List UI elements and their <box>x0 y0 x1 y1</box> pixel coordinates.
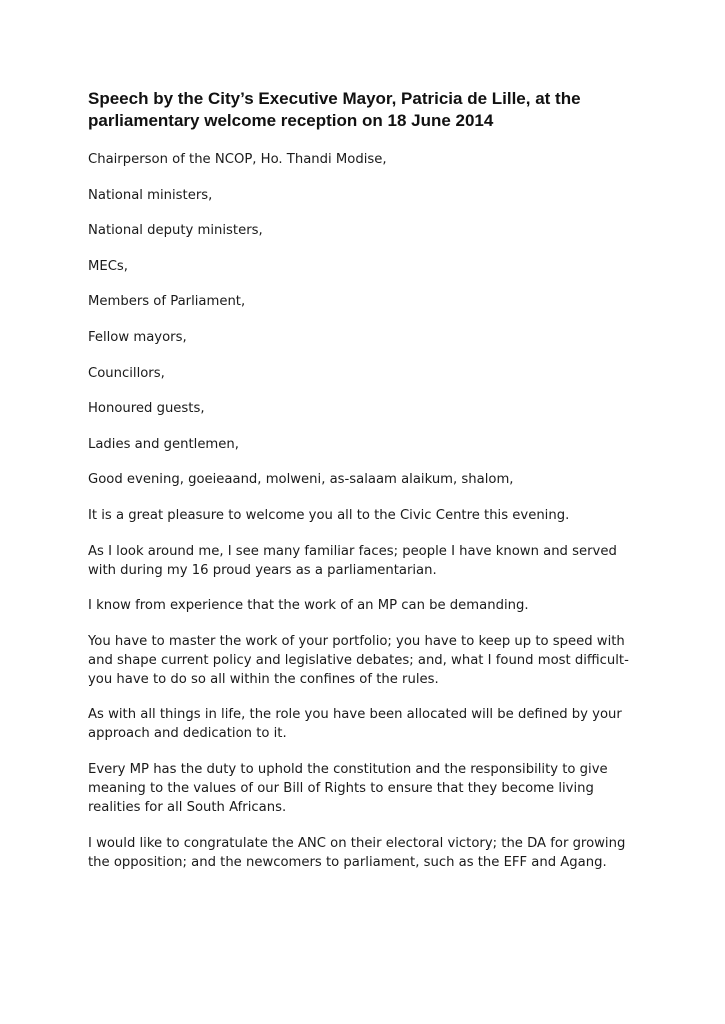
paragraph-greeting: Good evening, goeieaand, molweni, as-salaam alaikum, shalom, <box>88 472 514 488</box>
paragraph-experience: I know from experience that the work of an MP can be demanding. <box>88 598 529 614</box>
paragraph-salutation-guests: Honoured guests, <box>88 401 205 417</box>
paragraph-salutation-councillors: Councillors, <box>88 365 165 381</box>
paragraph-welcome: It is a great pleasure to welcome you all to the Civic Centre this evening. <box>88 507 570 523</box>
paragraph-salutation-chairperson: Chairperson of the NCOP, Ho. Thandi Modise, <box>88 152 387 167</box>
paragraph-portfolio: You have to master the work of your portfolio; you have to keep up to speed with and shape current policy and legislative debates; and, what I found most difficult- you have to do so all within the confines of the rules. <box>88 633 629 687</box>
paragraph-salutation-ministers: National ministers, <box>88 187 213 203</box>
paragraph-salutation-ladies-gentlemen: Ladies and gentlemen, <box>88 436 239 452</box>
paragraph-duty: Every MP has the duty to uphold the constitution and the responsibility to give meaning to the values of our Bill of Rights to ensure that they become living realities for all South Africans. <box>88 761 608 815</box>
speech-body <box>88 150 648 888</box>
paragraph-salutation-mps: Members of Parliament, <box>88 294 246 310</box>
paragraph-congratulations: I would like to congratulate the ANC on their electoral victory; the DA for growing the opposition; and the newcomers to parliament, such as the EFF and Agang. <box>88 835 626 870</box>
paragraph-salutation-mayors: Fellow mayors, <box>88 329 187 345</box>
paragraph-role: As with all things in life, the role you have been allocated will be defined by your approach and dedication to it. <box>88 707 622 742</box>
speech-title: Speech by the City’s Executive Mayor, Patricia de Lille, at the parliamentary welcome reception on 18 June 2014 <box>88 89 581 130</box>
paragraph-familiar-faces: As I look around me, I see many familiar faces; people I have known and served with during my 16 proud years as a parliamentarian. <box>88 543 617 578</box>
paragraph-salutation-deputy-ministers: National deputy ministers, <box>88 223 263 239</box>
paragraph-salutation-mecs: MECs, <box>88 258 128 274</box>
